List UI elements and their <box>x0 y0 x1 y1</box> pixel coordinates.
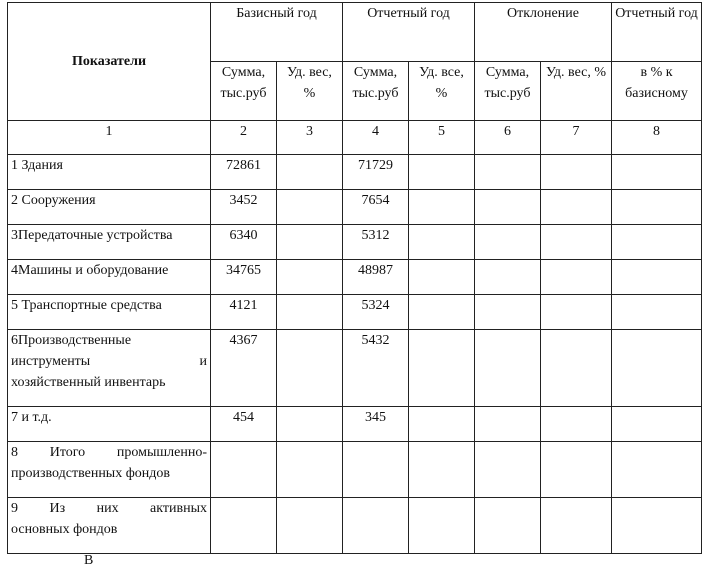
report-sum-cell: 48987 <box>343 260 409 295</box>
base-share-cell <box>277 260 343 295</box>
table-row <box>8 225 702 260</box>
report-share-cell <box>409 330 475 407</box>
pct-cell <box>612 442 702 498</box>
pct-cell <box>612 498 702 554</box>
dev-sum-cell <box>475 260 541 295</box>
base-share-cell <box>277 155 343 190</box>
dev-sum-cell <box>475 330 541 407</box>
base-sum-cell: 3452 <box>211 190 277 225</box>
subheader-dev-sum: Сумма, тыс.руб <box>475 62 541 121</box>
row-label-line: 8 Итого промышленно- <box>11 445 207 460</box>
report-share-cell <box>409 442 475 498</box>
column-number: 1 <box>8 121 211 155</box>
row-label-line: производственных фондов <box>11 466 171 481</box>
row-label <box>8 498 211 554</box>
column-number: 8 <box>612 121 702 155</box>
header-report-year-pct: Отчетный год <box>612 3 702 62</box>
base-sum-cell: 6340 <box>211 225 277 260</box>
subheader-pct-to-base: в % к базисному <box>612 62 702 121</box>
dev-share-cell <box>541 155 612 190</box>
column-number: 6 <box>475 121 541 155</box>
dev-sum-cell <box>475 155 541 190</box>
dev-share-cell <box>541 442 612 498</box>
base-sum-cell: 72861 <box>211 155 277 190</box>
row-label: 3Передаточные устройства <box>8 225 211 260</box>
table-row <box>8 155 702 190</box>
row-label: 4Машины и оборудование <box>8 260 211 295</box>
report-sum-cell: 71729 <box>343 155 409 190</box>
report-share-cell <box>409 155 475 190</box>
report-sum-cell <box>343 498 409 554</box>
indicators-table <box>7 2 702 554</box>
table-row <box>8 295 702 330</box>
base-share-cell <box>277 407 343 442</box>
dev-sum-cell <box>475 407 541 442</box>
dev-sum-cell <box>475 225 541 260</box>
header-deviation: Отклонение <box>475 3 612 62</box>
table-row <box>8 190 702 225</box>
pct-cell <box>612 330 702 407</box>
report-share-cell <box>409 190 475 225</box>
base-sum-cell: 4121 <box>211 295 277 330</box>
pct-cell <box>612 407 702 442</box>
report-sum-cell: 7654 <box>343 190 409 225</box>
base-share-cell <box>277 295 343 330</box>
row-label-line: 6Производственные <box>11 333 132 348</box>
dev-sum-cell <box>475 442 541 498</box>
row-label-line: хозяйственный инвентарь <box>11 375 166 390</box>
pct-cell <box>612 225 702 260</box>
base-sum-cell: 4367 <box>211 330 277 407</box>
base-sum-cell: 34765 <box>211 260 277 295</box>
table-row <box>8 498 702 554</box>
report-share-cell <box>409 225 475 260</box>
report-share-cell <box>409 407 475 442</box>
base-share-cell <box>277 498 343 554</box>
row-label-line: инструменты и <box>11 354 207 369</box>
base-sum-cell <box>211 498 277 554</box>
header-base-year: Базисный год <box>211 3 343 62</box>
base-share-cell <box>277 225 343 260</box>
base-sum-cell: 454 <box>211 407 277 442</box>
dev-sum-cell <box>475 190 541 225</box>
row-label: 7 и т.д. <box>8 407 211 442</box>
report-sum-cell: 5312 <box>343 225 409 260</box>
row-label-line: основных фондов <box>11 522 118 537</box>
pct-cell <box>612 295 702 330</box>
report-sum-cell <box>343 442 409 498</box>
dev-share-cell <box>541 295 612 330</box>
row-label <box>8 330 211 407</box>
header-report-year: Отчетный год <box>343 3 475 62</box>
dev-share-cell <box>541 498 612 554</box>
report-sum-cell: 5324 <box>343 295 409 330</box>
dev-share-cell <box>541 260 612 295</box>
dev-share-cell <box>541 407 612 442</box>
table-row <box>8 442 702 498</box>
subheader-report-sum: Сумма, тыс.руб <box>343 62 409 121</box>
column-number: 7 <box>541 121 612 155</box>
subheader-base-share: Уд. вес, % <box>277 62 343 121</box>
base-share-cell <box>277 442 343 498</box>
pct-cell <box>612 260 702 295</box>
header-indicators: Показатели <box>8 3 211 121</box>
dev-sum-cell <box>475 295 541 330</box>
table-row <box>8 407 702 442</box>
subheader-report-share: Уд. все, % <box>409 62 475 121</box>
base-share-cell <box>277 330 343 407</box>
row-label: 5 Транспортные средства <box>8 295 211 330</box>
dev-sum-cell <box>475 498 541 554</box>
report-share-cell <box>409 498 475 554</box>
row-label: 2 Сооружения <box>8 190 211 225</box>
footer-text-fragment: В <box>84 553 94 568</box>
column-number: 2 <box>211 121 277 155</box>
row-label: 1 Здания <box>8 155 211 190</box>
report-share-cell <box>409 260 475 295</box>
base-share-cell <box>277 190 343 225</box>
dev-share-cell <box>541 190 612 225</box>
subheader-base-sum: Сумма, тыс.руб <box>211 62 277 121</box>
pct-cell <box>612 155 702 190</box>
column-number: 3 <box>277 121 343 155</box>
pct-cell <box>612 190 702 225</box>
column-number: 4 <box>343 121 409 155</box>
subheader-dev-share: Уд. вес, % <box>541 62 612 121</box>
table-row <box>8 260 702 295</box>
base-sum-cell <box>211 442 277 498</box>
row-label <box>8 442 211 498</box>
dev-share-cell <box>541 330 612 407</box>
row-label-line: 9 Из них активных <box>11 501 207 516</box>
report-sum-cell: 345 <box>343 407 409 442</box>
report-sum-cell: 5432 <box>343 330 409 407</box>
dev-share-cell <box>541 225 612 260</box>
report-share-cell <box>409 295 475 330</box>
column-number: 5 <box>409 121 475 155</box>
table-row <box>8 330 702 407</box>
